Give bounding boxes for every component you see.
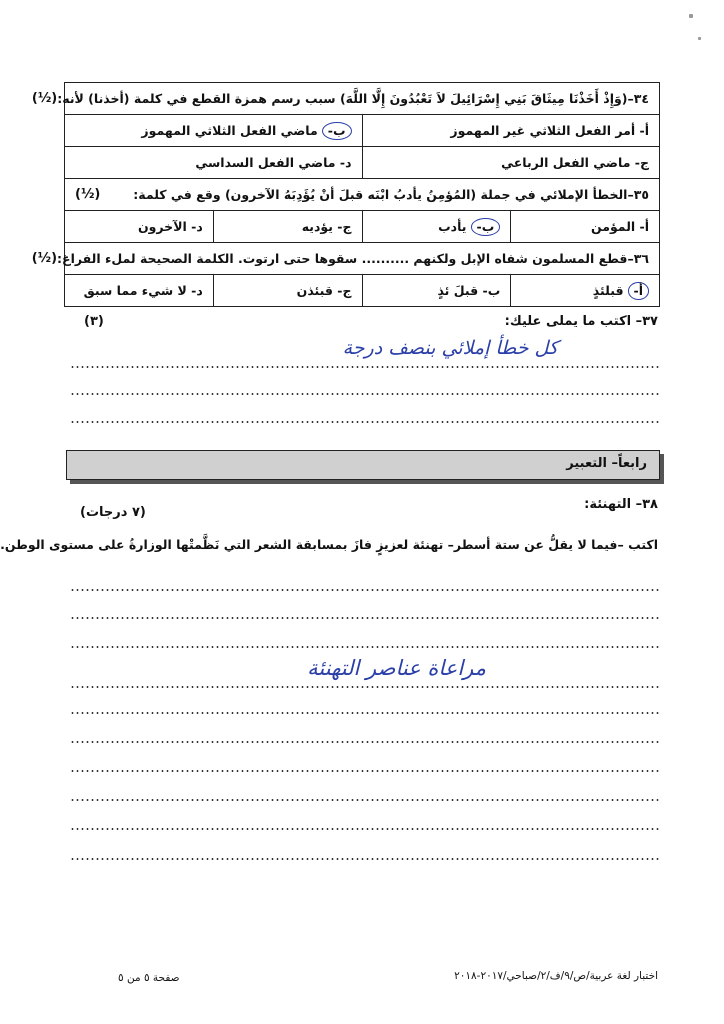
q38-mark: (٧ درجات) [80,505,146,520]
section-banner [66,450,660,480]
q34-options-row-2 [65,147,660,179]
scan-speck [698,37,701,40]
answer-line [70,421,660,423]
q36-mark: (½) [31,251,58,266]
q36-option-a[interactable]: أ- قبلئذٍ [510,275,659,306]
answer-line [70,686,660,688]
q35-mark: (½) [75,187,101,202]
q35-option-a[interactable]: أ- المؤمن [510,211,659,242]
q36-options-row [65,275,660,307]
q38-handwritten-note: مراعاة عناصر التهنئة [307,656,486,680]
q34-option-b-text: ماضي الفعل الثلاثي المهموز [141,123,318,138]
mcq-table [31,82,660,307]
answer-line [70,828,660,830]
q34-stem: ٣٤–(وَإِذْ أَخَذْنَا مِيثَاقَ بَنِي إِسْرَائِيلَ لاَ تَعْبُدُونَ إِلَّا اللَّهَ) سبب رسم همزة القطع في كلمة (أخذنا) لأنه: [57,91,649,106]
q36-stem-row [65,243,660,275]
answer-line [70,366,660,368]
answer-line [70,646,660,648]
q35-option-c[interactable]: ج- يؤديه [213,211,362,243]
q34-option-b[interactable] [65,115,363,147]
q38-label: ٣٨– التهنئة: [584,497,658,512]
q34-stem-row [65,83,660,115]
answer-circle-mark: ب- [471,218,501,236]
q34-mark: (½) [31,91,58,106]
answer-line [70,799,660,801]
q35-stem-row [65,179,660,211]
q37-handwritten-note: كل خطأ إملائي بنصف درجة [342,337,558,359]
answer-line [70,770,660,772]
q36-option-b[interactable]: ب- قبلَ ئذٍ [437,283,501,298]
footer-page-number: صفحة ٥ من ٥ [118,972,180,984]
q38-prompt: اكتب –فيما لا يقلُّ عن ستة أسطر– تهنئة لعزيزٍ فازَ بمسابقة الشعر التي نَظَّمتْها الوزارةُ على مستوى الوطن. [0,537,658,552]
q35-option-b[interactable]: ب- يأدب [363,211,511,242]
q35-options-row [65,211,660,243]
q35-option-d[interactable]: د- الآخرون [65,211,214,243]
answer-circle-mark: ب- [322,122,352,140]
answer-line [70,858,660,860]
section-title: رابعاً– التعبير [566,456,647,471]
answer-line [70,589,660,591]
q36-options-ab [362,275,660,307]
q34-option-c[interactable]: ج- ماضي الفعل الرباعي [362,147,660,179]
q35-stem-cell [65,179,660,211]
q35-stem: ٣٥–الخطأ الإملائي في جملة (المُؤمِنُ يأدبُ ابْنَه قبلَ أنْ يُؤَدِبَهُ الآخرون) وقع في كلمة: [133,187,649,202]
scan-speck [689,14,693,18]
footer-exam-code: اختبار لغة عربية/ص/٩/ف/٢/صباحي/٢٠١٧-٢٠١٨ [454,970,658,982]
q37-stem: ٣٧– اكتب ما يملى عليك: [504,314,658,329]
q34-option-d[interactable]: د- ماضي الفعل السداسي [65,147,363,179]
q34-stem-cell [31,83,660,115]
q37-mark: (٣) [84,314,104,329]
q34-option-a[interactable]: أ- أمر الفعل الثلاثي غير المهموز [362,115,660,147]
q36-option-c[interactable]: ج- قبئذن [213,275,362,307]
answer-line [70,617,660,619]
answer-line [70,393,660,395]
q36-option-d[interactable]: د- لا شيء مما سبق [65,275,214,307]
q36-stem-cell [31,243,660,275]
q36-stem: ٣٦–قطع المسلمون شفاه الإبل ولكنهم .......... سقوها حتى ارتوت. الكلمة الصحيحة لملء الفراغ: [57,251,649,266]
answer-circle-mark: أ- [628,282,649,300]
q35-options-ab [362,211,660,243]
answer-line [70,741,660,743]
q34-options-row-1 [65,115,660,147]
answer-line [70,712,660,714]
